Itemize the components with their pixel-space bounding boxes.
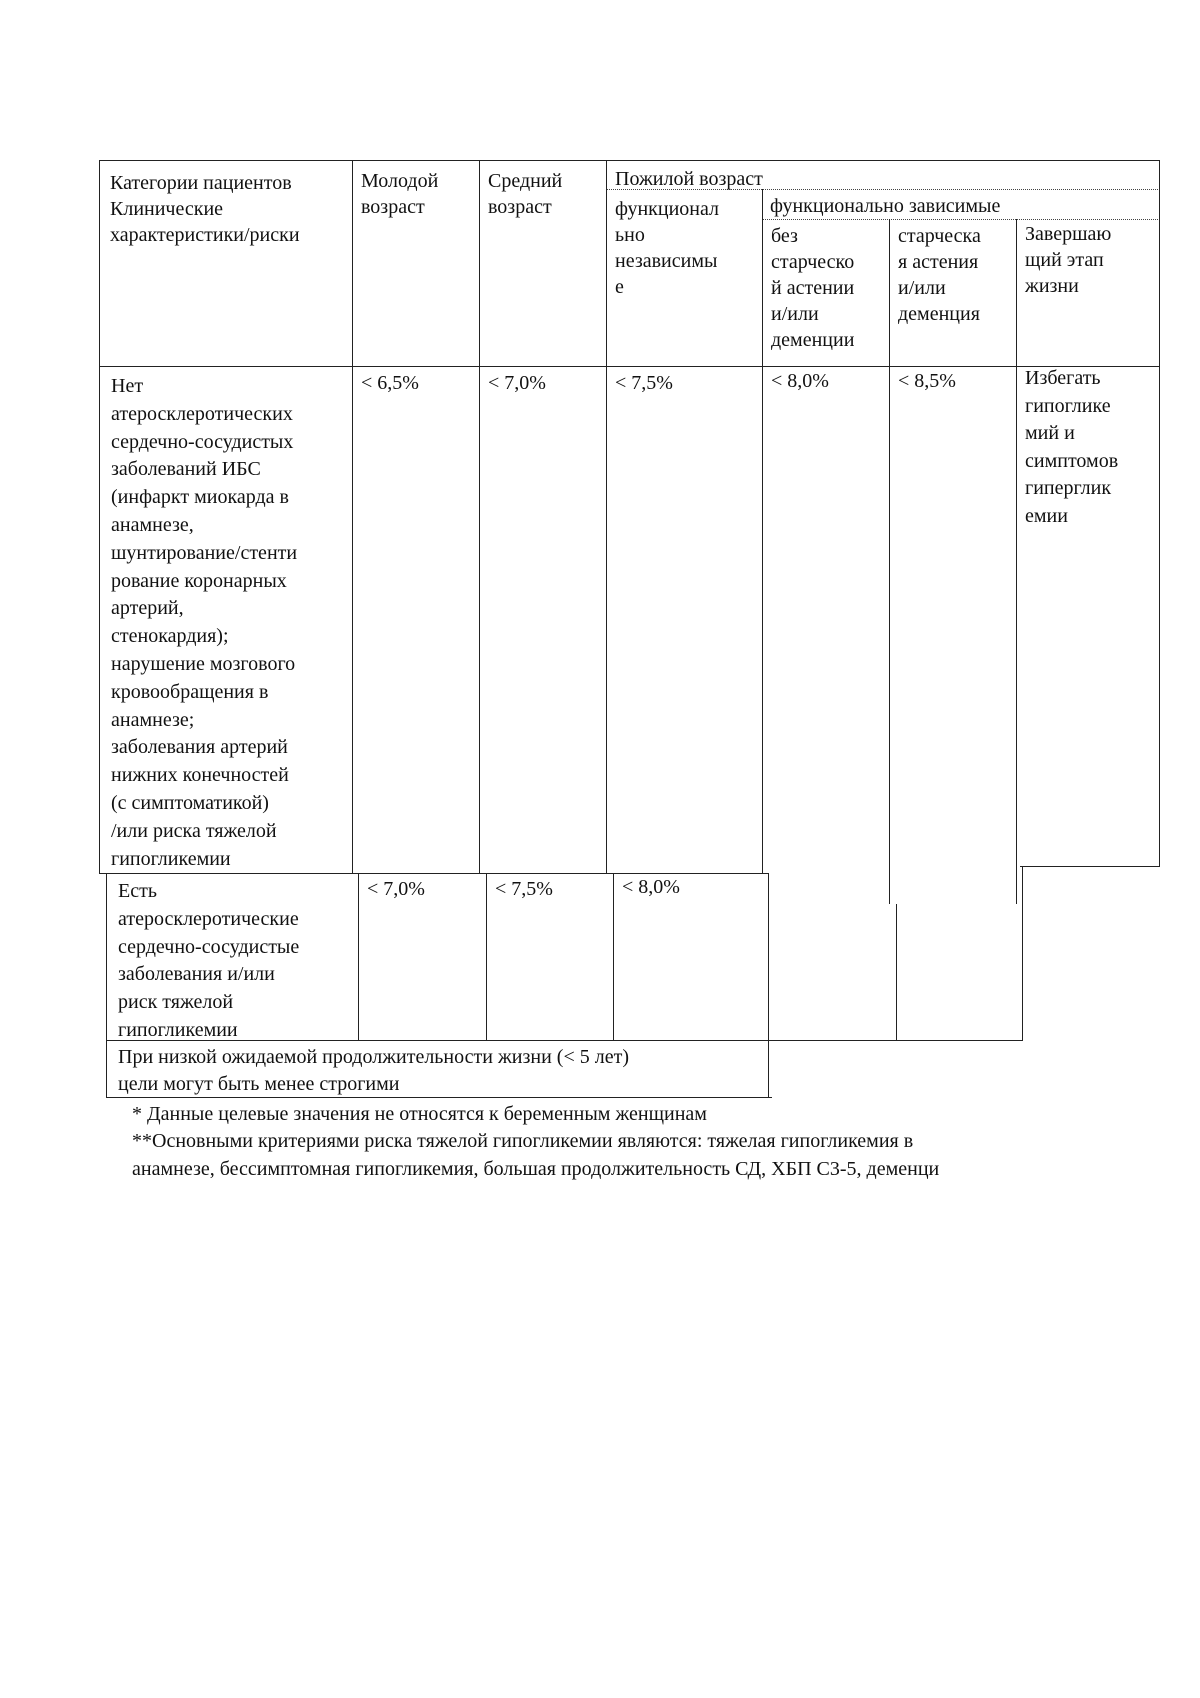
header-frailty: старческа я астения и/или деменция [898, 225, 981, 325]
footnote-hypoglycemia-criteria-cont: анамнезе, бессимптомная гипогликемия, большая продолжительность СД, ХБП С3-5, деменци [132, 1158, 940, 1180]
table-left-border [99, 160, 100, 873]
row1-no-frailty-target: < 8,0% [771, 370, 829, 392]
header-no-frailty: без старческо й астении и/или деменции [771, 225, 855, 351]
row2-left-border [106, 873, 107, 1097]
young-col-border [352, 160, 353, 873]
life-expectancy-note: При низкой ожидаемой продолжительности жизни (< 5 лет) цели могут быть менее строгими [118, 1046, 629, 1095]
elderly-col-border-row2 [613, 873, 614, 1040]
row1-frailty-target: < 8,5% [898, 370, 956, 392]
row1-young-target: < 6,5% [361, 372, 419, 394]
header-middle-age: Средний возраст [488, 170, 563, 218]
frailty-col-border [889, 219, 890, 904]
row2-label: Есть атеросклеротические сердечно-сосудистые заболевания и/или риск тяжелой гипогликемии [118, 880, 300, 1041]
row1-middle-target: < 7,0% [488, 372, 546, 394]
footnote-hypoglycemia-criteria: **Основными критериями риска тяжелой гипогликемии являются: тяжелая гипогликемия в [132, 1130, 914, 1152]
middle-col-border-row2 [486, 873, 487, 1040]
header-bottom-border [99, 366, 1160, 367]
end-of-life-bottom-border [1020, 866, 1160, 867]
middle-col-border [479, 160, 480, 873]
footnote-pregnancy: * Данные целевые значения не относятся к беременным женщинам [132, 1103, 707, 1125]
header-functionally-dependent: функционально зависимые [770, 195, 1001, 217]
row2-young-target: < 7,0% [367, 878, 425, 900]
dependent-header-divider [762, 219, 1160, 220]
frailty-col-border-lower [896, 904, 897, 1040]
header-functionally-independent: функционал ьно независимы е [615, 198, 720, 298]
end-of-life-col-border-lower [1022, 866, 1023, 1040]
end-of-life-col-border [1016, 219, 1017, 904]
row2-independent-target: < 8,0% [622, 876, 680, 898]
note-right-border [768, 873, 769, 1097]
row2-middle-target: < 7,5% [495, 878, 553, 900]
young-col-border-row2 [358, 873, 359, 1040]
dependent-col-border [762, 189, 763, 873]
header-patient-categories: Категории пациентов Клинические характеристики/риски [110, 172, 300, 246]
row1-end-of-life-target: Избегать гипоглике мий и симптомов гиперглик емии [1025, 367, 1119, 527]
table-right-border [1159, 160, 1160, 866]
row1-label: Нет атеросклеротических сердечно-сосудистых заболеваний ИБС (инфаркт миокарда в анамнезе, шунтирование/стенти рование коронарных артерий, стенокардия); нарушение мозгового кровообращения в анамнезе; заболевания артерий нижних конечностей (с симптоматикой) /или риска тяжелой гипогликемии [111, 375, 298, 870]
header-end-of-life: Завершаю щий этап жизни [1025, 223, 1112, 297]
table-top-border [99, 160, 1160, 161]
elderly-col-border [606, 160, 607, 873]
header-elderly-age: Пожилой возраст [615, 168, 763, 190]
row1-independent-target: < 7,5% [615, 372, 673, 394]
header-young-age: Молодой возраст [361, 170, 439, 218]
